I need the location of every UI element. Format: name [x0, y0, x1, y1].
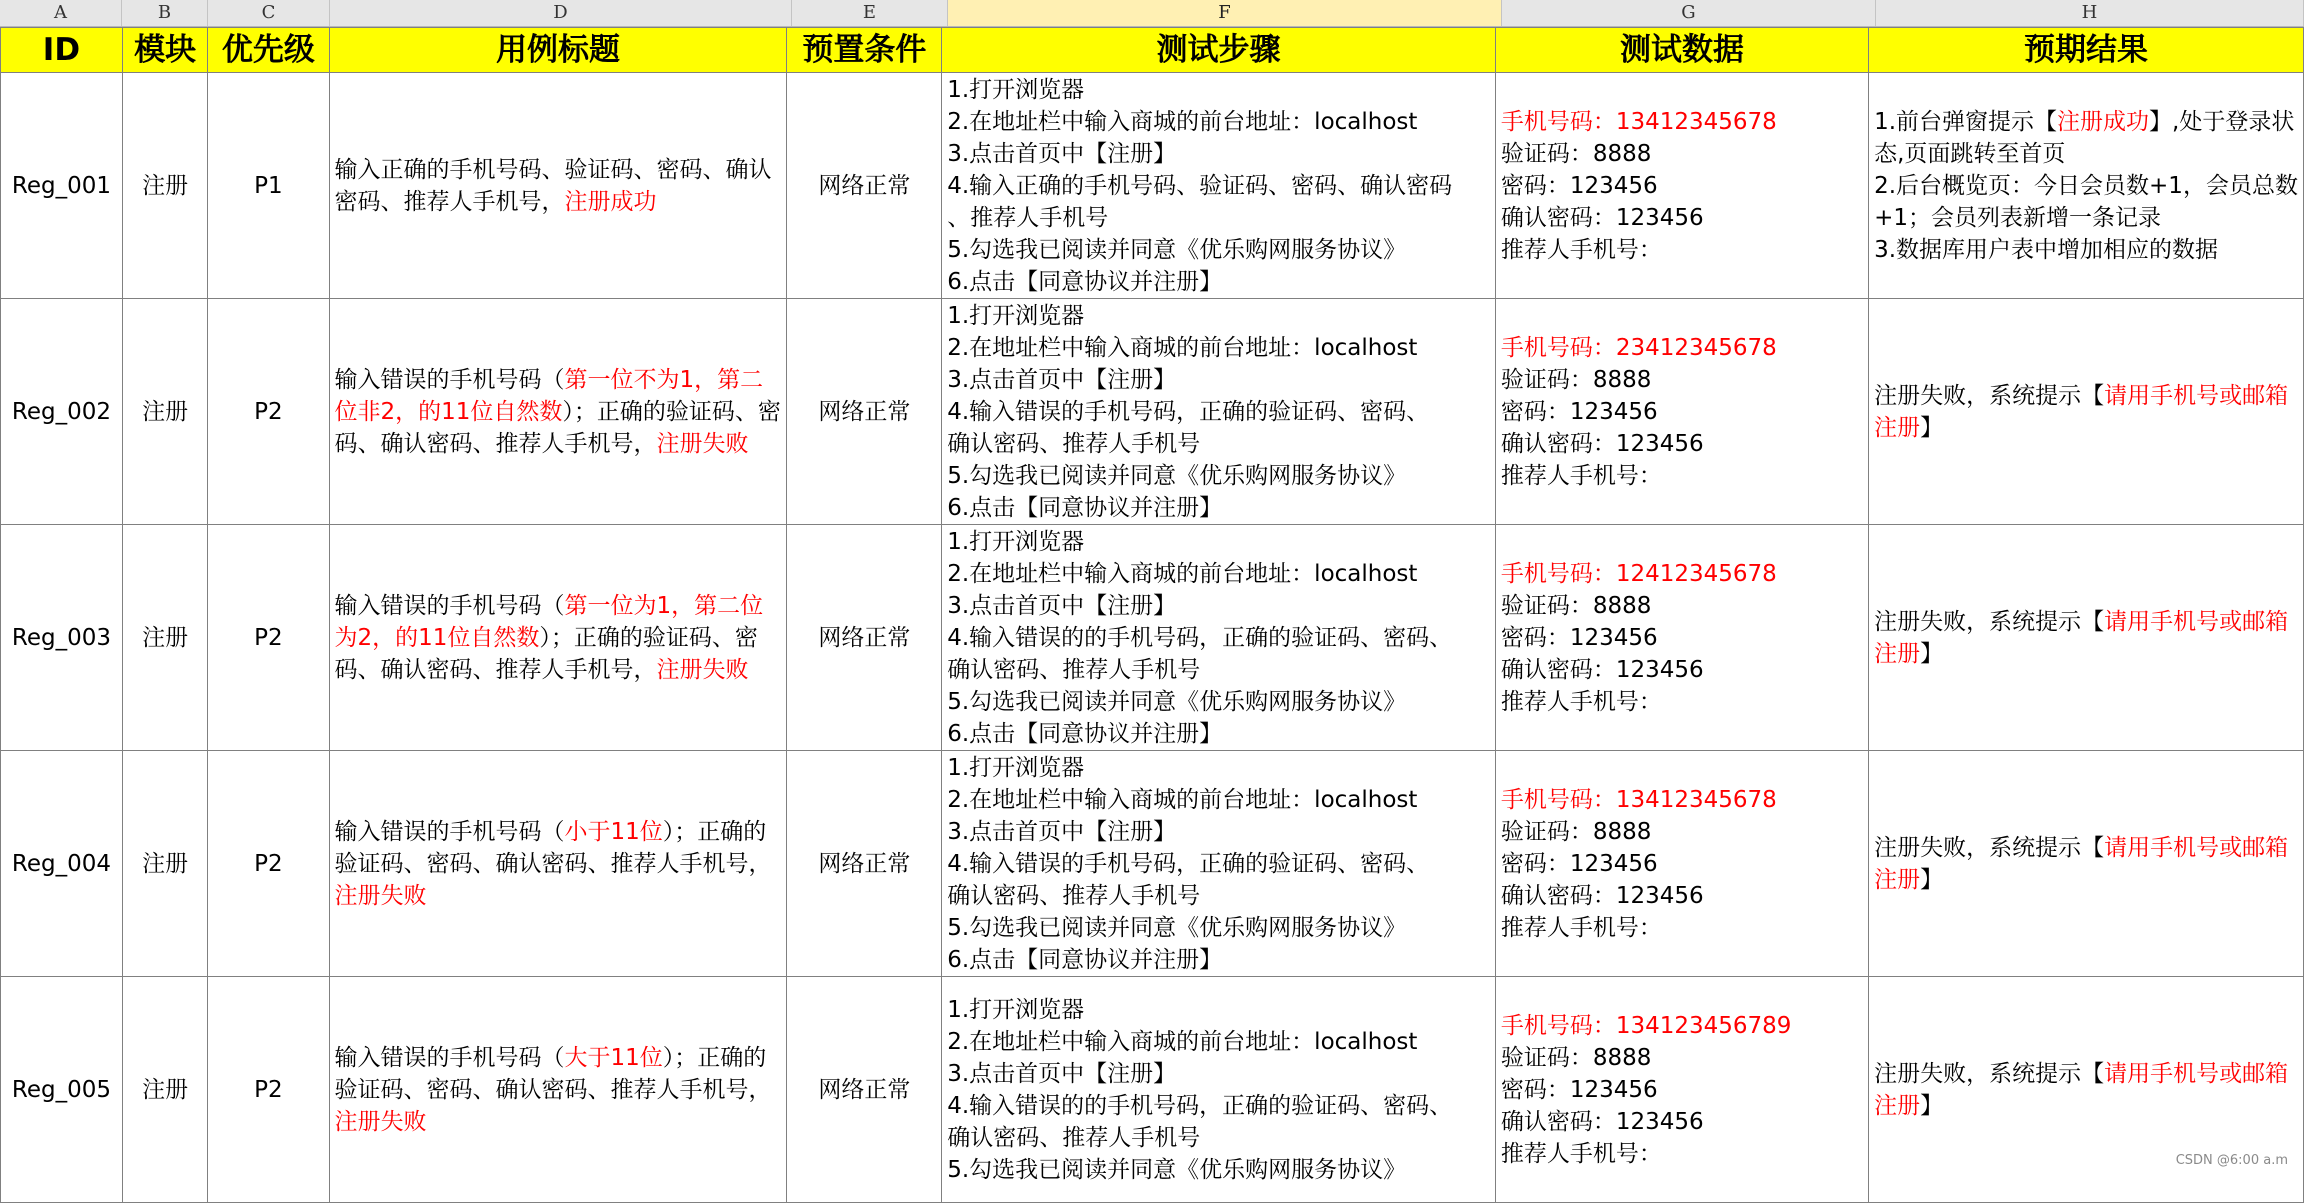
- step-line: 1.打开浏览器: [947, 996, 1085, 1023]
- column-letter-g[interactable]: G: [1502, 0, 1876, 26]
- watermark: CSDN @6:00 a.m: [2175, 1153, 2288, 1168]
- cell-steps[interactable]: [942, 751, 1496, 977]
- step-line: 5.勾选我已阅读并同意《优乐购网服务协议》: [947, 1156, 1407, 1183]
- data-referrer: 推荐人手机号：: [1500, 1140, 1662, 1167]
- step-line: 4.输入错误的手机号码，正确的验证码、密码、: [947, 398, 1430, 425]
- column-letter-d[interactable]: D: [330, 0, 792, 26]
- cell-data[interactable]: [1495, 751, 1868, 977]
- step-line: 1.打开浏览器: [947, 528, 1085, 555]
- expected-line: 2.后台概览页：今日会员数+1，会员总数: [1874, 172, 2298, 199]
- data-code: 验证码：8888: [1500, 140, 1652, 167]
- step-line: 2.在地址栏中输入商城的前台地址：localhost: [947, 334, 1418, 361]
- step-line: 2.在地址栏中输入商城的前台地址：localhost: [947, 108, 1418, 135]
- step-line: 5.勾选我已阅读并同意《优乐购网服务协议》: [947, 688, 1407, 715]
- header-data[interactable]: 测试数据: [1495, 28, 1868, 73]
- data-password: 密码：123456: [1500, 172, 1658, 199]
- data-confirm: 确认密码：123456: [1500, 656, 1704, 683]
- test-case-table: [0, 27, 2304, 1203]
- table-row: [1, 299, 2304, 525]
- data-referrer: 推荐人手机号：: [1500, 462, 1662, 489]
- step-line: 1.打开浏览器: [947, 302, 1085, 329]
- step-line: 5.勾选我已阅读并同意《优乐购网服务协议》: [947, 914, 1407, 941]
- step-line: 3.点击首页中【注册】: [947, 592, 1177, 619]
- cell-id[interactable]: Reg_002: [1, 299, 123, 525]
- data-password: 密码：123456: [1500, 398, 1658, 425]
- cell-expected[interactable]: 注册失败，系统提示【请用手机号或邮箱注册】: [1869, 525, 2304, 751]
- step-line: 2.在地址栏中输入商城的前台地址：localhost: [947, 786, 1418, 813]
- column-letter-b[interactable]: B: [122, 0, 208, 26]
- step-line: 2.在地址栏中输入商城的前台地址：localhost: [947, 1028, 1418, 1055]
- data-phone: 手机号码：13412345678: [1500, 786, 1777, 813]
- cell-priority[interactable]: P2: [208, 751, 329, 977]
- step-line: 6.点击【同意协议并注册】: [947, 946, 1223, 973]
- step-line: 3.点击首页中【注册】: [947, 366, 1177, 393]
- step-line: 确认密码、推荐人手机号: [947, 882, 1201, 909]
- data-confirm: 确认密码：123456: [1500, 430, 1704, 457]
- cell-module[interactable]: 注册: [122, 525, 207, 751]
- step-line: 4.输入错误的的手机号码，正确的验证码、密码、: [947, 1092, 1453, 1119]
- step-line: 6.点击【同意协议并注册】: [947, 494, 1223, 521]
- cell-id[interactable]: Reg_003: [1, 525, 123, 751]
- cell-steps[interactable]: [942, 977, 1496, 1203]
- step-line: 4.输入错误的手机号码，正确的验证码、密码、: [947, 850, 1430, 877]
- expected-line: 态,页面跳转至首页: [1874, 140, 2066, 167]
- column-letter-e[interactable]: E: [792, 0, 948, 26]
- data-referrer: 推荐人手机号：: [1500, 914, 1662, 941]
- data-code: 验证码：8888: [1500, 818, 1652, 845]
- header-steps[interactable]: 测试步骤: [942, 28, 1496, 73]
- step-line: 确认密码、推荐人手机号: [947, 1124, 1201, 1151]
- cell-priority[interactable]: P2: [208, 977, 329, 1203]
- header-id[interactable]: ID: [1, 28, 123, 73]
- data-phone: 手机号码：134123456789: [1500, 1012, 1792, 1039]
- data-code: 验证码：8888: [1500, 592, 1652, 619]
- data-referrer: 推荐人手机号：: [1500, 688, 1662, 715]
- table-row: [1, 751, 2304, 977]
- cell-module[interactable]: 注册: [122, 73, 207, 299]
- cell-title[interactable]: 输入错误的手机号码（大于11位）；正确的验证码、密码、确认密码、推荐人手机号，注册失败: [329, 977, 787, 1203]
- cell-id[interactable]: Reg_005: [1, 977, 123, 1203]
- cell-precondition[interactable]: 网络正常: [787, 751, 942, 977]
- cell-data[interactable]: [1495, 73, 1868, 299]
- header-expected[interactable]: 预期结果: [1869, 28, 2304, 73]
- cell-data[interactable]: [1495, 299, 1868, 525]
- step-line: 5.勾选我已阅读并同意《优乐购网服务协议》: [947, 462, 1407, 489]
- cell-steps[interactable]: [942, 73, 1496, 299]
- cell-title[interactable]: 输入错误的手机号码（第一位为1，第二位为2，的11位自然数）；正确的验证码、密码、确认密码、推荐人手机号，注册失败: [329, 525, 787, 751]
- step-line: 确认密码、推荐人手机号: [947, 656, 1201, 683]
- step-line: 1.打开浏览器: [947, 754, 1085, 781]
- step-line: 3.点击首页中【注册】: [947, 1060, 1177, 1087]
- column-header-strip: [0, 0, 2304, 27]
- cell-priority[interactable]: P2: [208, 299, 329, 525]
- cell-title[interactable]: 输入错误的手机号码（第一位不为1，第二位非2，的11位自然数）；正确的验证码、密码、确认密码、推荐人手机号，注册失败: [329, 299, 787, 525]
- cell-expected[interactable]: 注册失败，系统提示【请用手机号或邮箱注册】: [1869, 751, 2304, 977]
- cell-precondition[interactable]: 网络正常: [787, 73, 942, 299]
- column-letter-h[interactable]: H: [1876, 0, 2304, 26]
- data-confirm: 确认密码：123456: [1500, 204, 1704, 231]
- expected-line: 1.前台弹窗提示【注册成功】,处于登录状: [1874, 108, 2295, 135]
- cell-precondition[interactable]: 网络正常: [787, 525, 942, 751]
- header-row: [1, 28, 2304, 73]
- table-row: [1, 977, 2304, 1203]
- data-password: 密码：123456: [1500, 624, 1658, 651]
- step-line: 、推荐人手机号: [947, 204, 1109, 231]
- cell-steps[interactable]: [942, 299, 1496, 525]
- cell-precondition[interactable]: 网络正常: [787, 299, 942, 525]
- data-password: 密码：123456: [1500, 850, 1658, 877]
- column-letter-a[interactable]: A: [0, 0, 122, 26]
- cell-title[interactable]: [329, 73, 787, 299]
- step-line: 确认密码、推荐人手机号: [947, 430, 1201, 457]
- cell-id[interactable]: Reg_001: [1, 73, 123, 299]
- cell-priority[interactable]: P2: [208, 525, 329, 751]
- data-phone: 手机号码：23412345678: [1500, 334, 1777, 361]
- step-line: 6.点击【同意协议并注册】: [947, 720, 1223, 747]
- header-title[interactable]: 用例标题: [329, 28, 787, 73]
- cell-expected[interactable]: 注册失败，系统提示【请用手机号或邮箱注册】: [1869, 977, 2304, 1203]
- column-letter-c[interactable]: C: [208, 0, 330, 26]
- data-confirm: 确认密码：123456: [1500, 882, 1704, 909]
- cell-expected[interactable]: 注册失败，系统提示【请用手机号或邮箱注册】: [1869, 299, 2304, 525]
- cell-id[interactable]: Reg_004: [1, 751, 123, 977]
- table-row: [1, 73, 2304, 299]
- data-code: 验证码：8888: [1500, 1044, 1652, 1071]
- step-line: 5.勾选我已阅读并同意《优乐购网服务协议》: [947, 236, 1407, 263]
- column-letter-f[interactable]: F: [948, 0, 1502, 26]
- title-text: 输入正确的手机号码、验证码、密码、确认密码、推荐人手机号，: [334, 156, 772, 215]
- cell-module[interactable]: 注册: [122, 977, 207, 1203]
- cell-steps[interactable]: [942, 525, 1496, 751]
- data-phone: 手机号码：13412345678: [1500, 108, 1777, 135]
- step-line: 1.打开浏览器: [947, 76, 1085, 103]
- data-code: 验证码：8888: [1500, 366, 1652, 393]
- step-line: 4.输入正确的手机号码、验证码、密码、确认密码: [947, 172, 1453, 199]
- data-phone: 手机号码：12412345678: [1500, 560, 1777, 587]
- expected-line: 3.数据库用户表中增加相应的数据: [1874, 236, 2219, 263]
- step-line: 2.在地址栏中输入商城的前台地址：localhost: [947, 560, 1418, 587]
- data-referrer: 推荐人手机号：: [1500, 236, 1662, 263]
- data-confirm: 确认密码：123456: [1500, 1108, 1704, 1135]
- title-result: 注册成功: [564, 188, 657, 215]
- cell-priority[interactable]: P1: [208, 73, 329, 299]
- step-line: 3.点击首页中【注册】: [947, 140, 1177, 167]
- header-precondition[interactable]: 预置条件: [787, 28, 942, 73]
- data-password: 密码：123456: [1500, 1076, 1658, 1103]
- step-line: 6.点击【同意协议并注册】: [947, 268, 1223, 295]
- cell-data[interactable]: [1495, 977, 1868, 1203]
- step-line: 3.点击首页中【注册】: [947, 818, 1177, 845]
- cell-expected[interactable]: [1869, 73, 2304, 299]
- cell-title[interactable]: 输入错误的手机号码（小于11位）；正确的验证码、密码、确认密码、推荐人手机号，注册失败: [329, 751, 787, 977]
- cell-data[interactable]: [1495, 525, 1868, 751]
- cell-module[interactable]: 注册: [122, 299, 207, 525]
- table-row: [1, 525, 2304, 751]
- expected-line: +1；会员列表新增一条记录: [1874, 204, 2161, 231]
- cell-precondition[interactable]: 网络正常: [787, 977, 942, 1203]
- header-module[interactable]: 模块: [122, 28, 207, 73]
- step-line: 4.输入错误的的手机号码，正确的验证码、密码、: [947, 624, 1453, 651]
- header-priority[interactable]: 优先级: [208, 28, 329, 73]
- cell-module[interactable]: 注册: [122, 751, 207, 977]
